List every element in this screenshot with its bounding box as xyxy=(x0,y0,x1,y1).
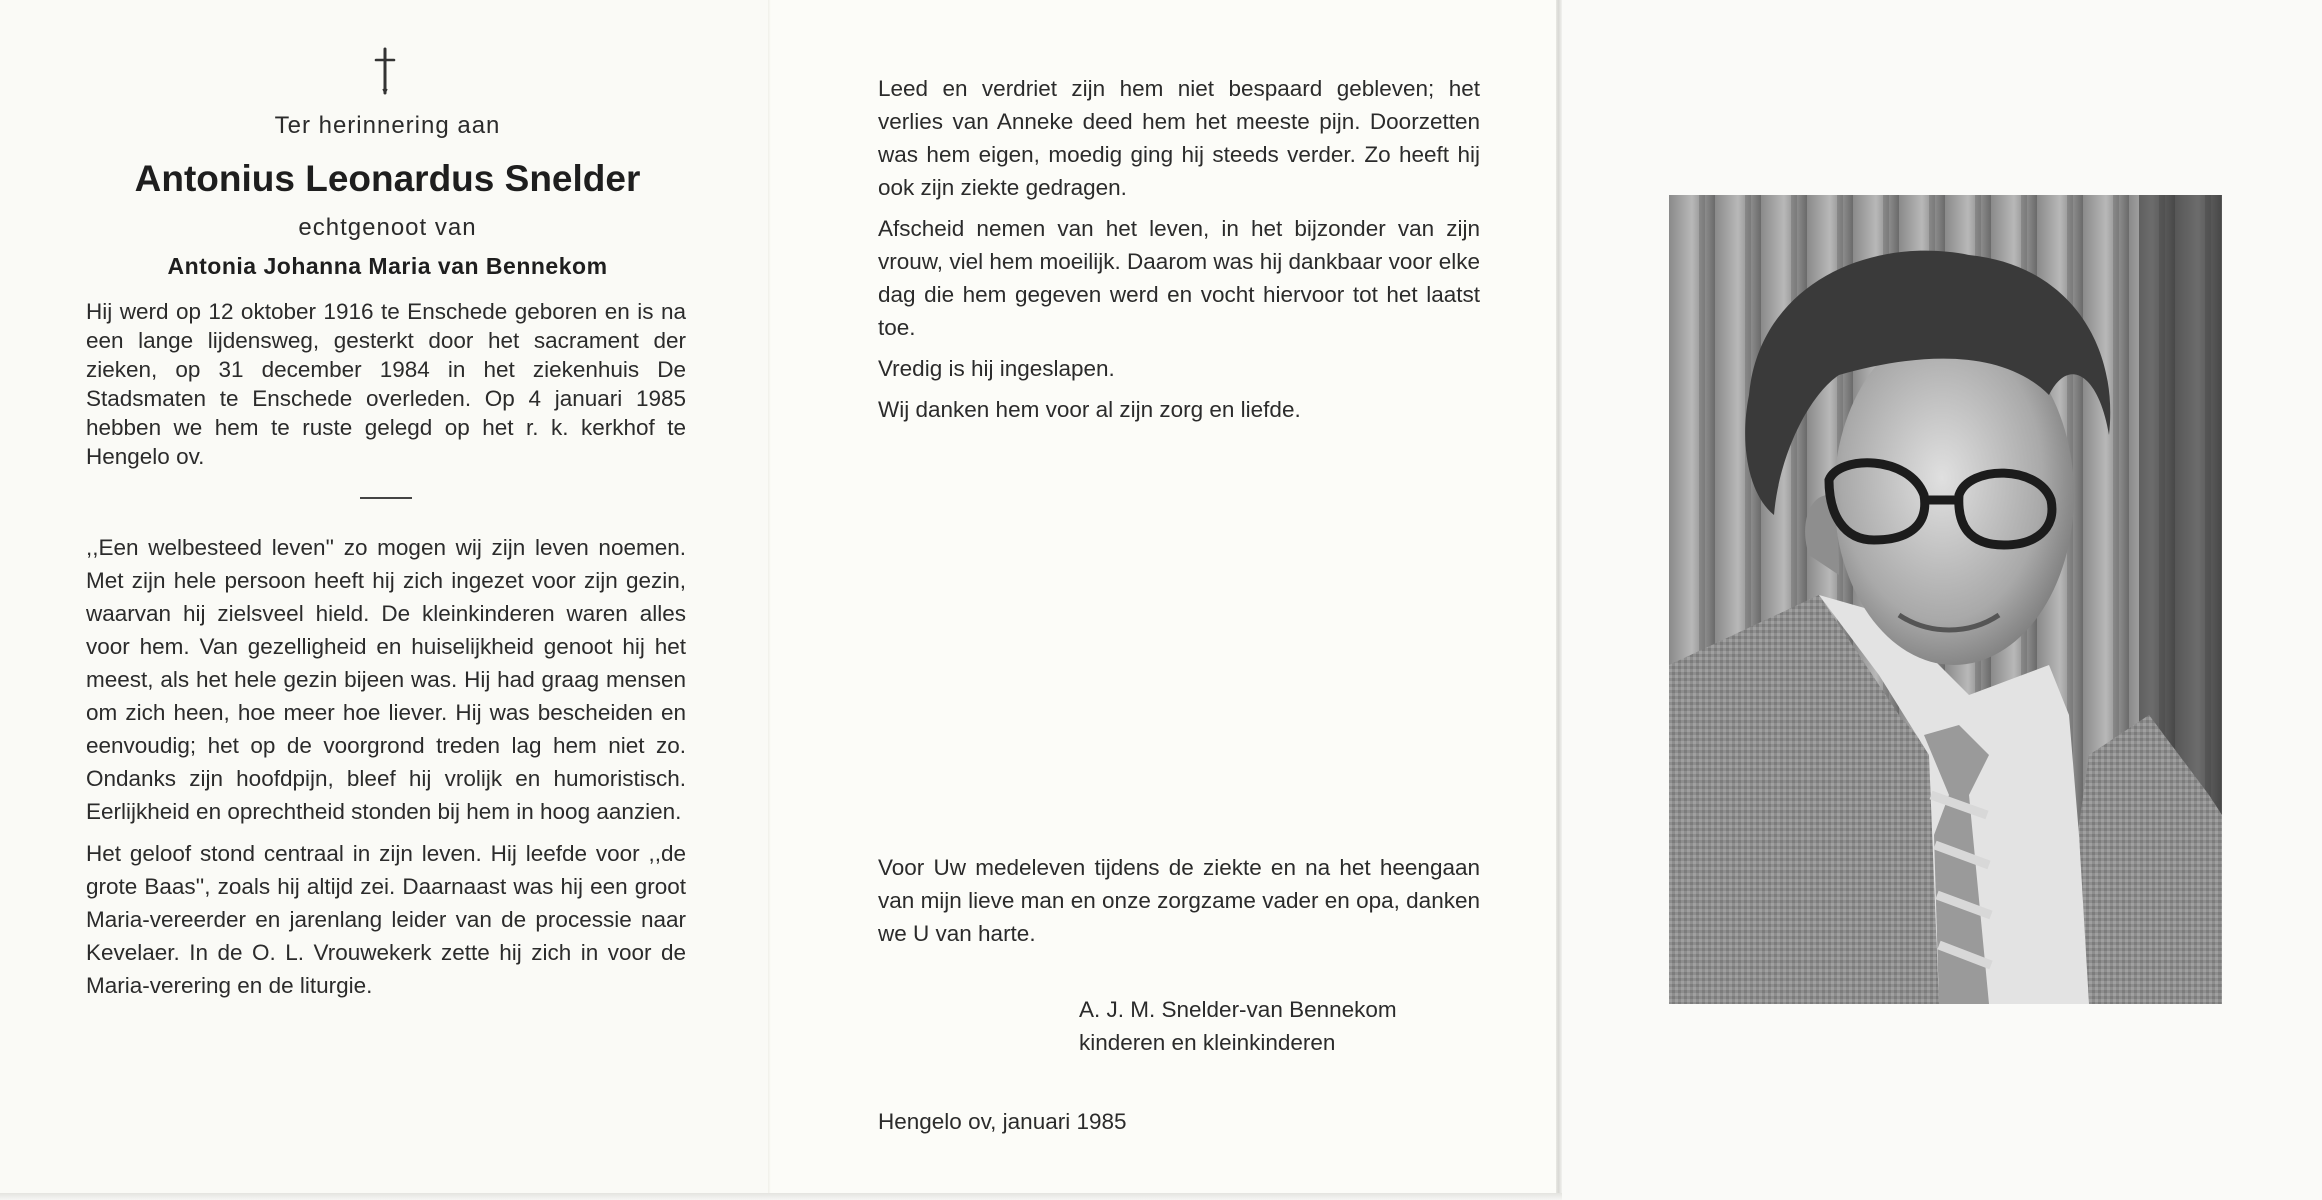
signature-block xyxy=(1079,993,1397,1059)
thanks-paragraph: Voor Uw medeleven tijdens de ziekte en na het heengaan van mijn lieve man en onze zorgzame vader en opa, danken we U van harte. xyxy=(878,855,1480,946)
deceased-name: Antonius Leonardus Snelder xyxy=(134,158,641,199)
signature-line: A. J. M. Snelder-van Bennekom xyxy=(1079,997,1397,1022)
signature-line: kinderen en kleinkinderen xyxy=(1079,1030,1336,1055)
spouse-name: Antonia Johanna Maria van Bennekom xyxy=(167,253,608,279)
paragraph: ,,Een welbesteed leven'' zo mogen wij zijn leven noemen. Met zijn hele persoon heeft hij zich ingezet voor zijn gezin, waarvan hij zielsveel hield. De kleinkinderen waren alles voor hem. Van gezelligheid en huiselijkheid genoot hij het meest, als het hele gezin bijeen was. Hij had graag mensen om zich heen, hoe meer hoe liever. Hij was bescheiden en eenvoudig; het op de voorgrond treden lag hem niet zo. Ondanks zijn hoofdpijn, bleef hij vrolijk en humoristisch. Eerlijkheid en oprechtheid stonden bij hem in hoog aanzien. xyxy=(86,535,686,824)
paragraph: Vredig is hij ingeslapen. xyxy=(878,356,1115,381)
intro-text: Ter herinnering aan xyxy=(274,112,501,139)
bio-paragraph xyxy=(86,297,686,471)
paragraph: Leed en verdriet zijn hem niet bespaard gebleven; het verlies van Anneke deed hem het meeste pijn. Doorzetten was hem eigen, moedig ging hij steeds verder. Zo heeft hij ook zijn ziekte gedragen. xyxy=(878,76,1480,200)
cross-icon xyxy=(370,46,400,96)
portrait-image xyxy=(1669,195,2222,1004)
card-bottom-edge xyxy=(0,1193,1562,1200)
paragraph: Wij danken hem voor al zijn zorg en liefde. xyxy=(878,397,1301,422)
paragraph: Het geloof stond centraal in zijn leven. Hij leefde voor ,,de grote Baas'', zoals hij altijd zei. Daarnaast was hij een groot Maria-vereerder en jarenlang leider van de processie naar Kevelaer. In de O. L. Vrouwekerk zette hij zich in voor de Maria-verering en de liturgie. xyxy=(86,841,686,998)
card-fold xyxy=(768,0,771,1195)
place-date: Hengelo ov, januari 1985 xyxy=(878,1109,1127,1134)
thanks-text xyxy=(878,851,1480,950)
portrait-photo xyxy=(1669,195,2222,1004)
spouse-prefix: echtgenoot van xyxy=(298,214,477,241)
bio-text: Hij werd op 12 oktober 1916 te Enschede geboren en is na een lange lijdensweg, gesterkt door het sacrament der zieken, op 31 december 1984 in het ziekenhuis De Stadsmaten te Enschede overleden. Op 4 januari 1985 hebben we hem te ruste gelegd op het r. k. kerkhof te Hengelo ov. xyxy=(86,299,686,469)
left-column-text xyxy=(86,531,686,1011)
divider xyxy=(360,497,412,499)
middle-column-text xyxy=(878,72,1480,434)
paragraph: Afscheid nemen van het leven, in het bijzonder van zijn vrouw, viel hem moeilijk. Daarom was hij dankbaar voor elke dag die hem gegeven werd en vocht hiervoor tot het laatst toe. xyxy=(878,216,1480,340)
